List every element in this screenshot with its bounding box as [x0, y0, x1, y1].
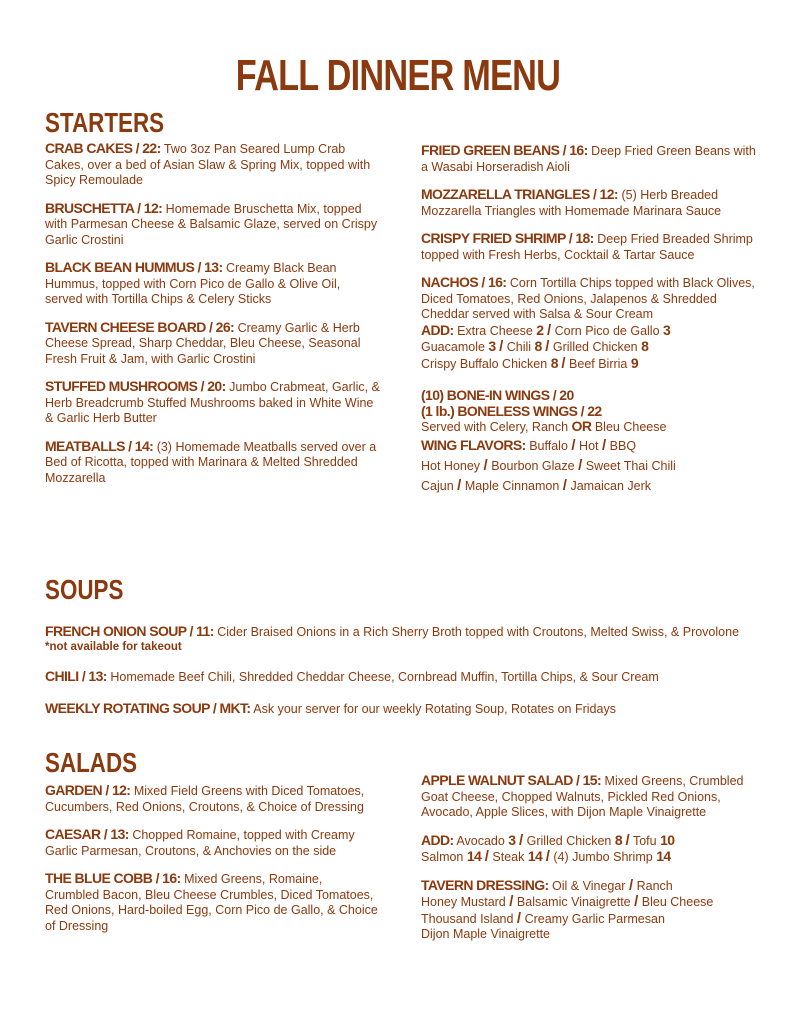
wings-served — [421, 419, 756, 436]
item-name: CRAB CAKES / 22: — [45, 140, 161, 156]
flavor: Cajun — [421, 478, 454, 493]
item-desc: Creamy Black Bean Hummus, topped with Corn Pico de Gallo & Olive Oil, served with Tortilla Chips & Celery Sticks — [45, 261, 341, 306]
item-name: BLACK BEAN HUMMUS / 13: — [45, 259, 223, 275]
item-name: CAESAR / 13: — [45, 826, 129, 842]
wing-flavors-line-1 — [421, 436, 756, 456]
item-desc: Corn Tortilla Chips topped with Black Olives, Diced Tomatoes, Red Onions, Jalapenos & Shredded Cheddar served with Salsa & Sour Cream — [421, 276, 755, 321]
add-label: ADD: — [421, 831, 454, 848]
separator: / — [546, 321, 552, 339]
addon: Avocado — [456, 833, 505, 848]
flavor: Buffalo — [529, 438, 568, 453]
wings-bone-in: (10) BONE-IN WINGS / 20 — [421, 387, 574, 403]
addon-price: 9 — [630, 354, 639, 371]
addon: (4) Jumbo Shrimp — [553, 850, 653, 864]
dressing-line-4 — [421, 927, 756, 943]
item-desc: (3) Homemade Meatballs served over a Bed of Ricotta, topped with Marinara & Melted Shredded Mozzarella — [45, 439, 377, 485]
item-name: FRIED GREEN BEANS / 16: — [421, 142, 588, 158]
addon-price: 14 — [466, 848, 482, 864]
menu-item — [45, 141, 380, 189]
wings-served-text: Bleu Cheese — [594, 420, 667, 434]
separator: / — [561, 354, 566, 372]
addon: Chili — [506, 340, 532, 354]
dressing: Honey Mustard — [421, 895, 506, 909]
item-desc: Mixed Greens, Crumbled Goat Cheese, Chopped Walnuts, Pickled Red Onions, Avocado, Apple Slices, with Dijon Maple Vinaigrette — [421, 774, 744, 819]
salad-add-line-2 — [421, 849, 756, 866]
item-name: CHILI / 13: — [45, 668, 107, 684]
menu-item-wings — [421, 388, 756, 496]
addon-price: 2 — [536, 321, 544, 338]
flavor: Hot Honey — [421, 458, 481, 473]
addon: Grilled Chicken — [552, 340, 638, 354]
starters-left-column — [45, 141, 380, 498]
wing-flavors-line-3 — [421, 476, 756, 496]
soups-heading: SOUPS — [45, 574, 124, 605]
separator: / — [571, 436, 576, 454]
item-desc: Deep Fried Green Beans with a Wasabi Horseradish Aioli — [421, 144, 756, 174]
dressing: Oil & Vinegar — [552, 878, 626, 893]
addon: Grilled Chicken — [526, 833, 612, 848]
separator: / — [545, 338, 550, 355]
soup-item — [45, 701, 765, 717]
item-desc: Mixed Field Greens with Diced Tomatoes, Cucumbers, Red Onions, Croutons, & Choice of Dressing — [45, 784, 365, 814]
item-name: MOZZARELLA TRIANGLES / 12: — [421, 186, 618, 202]
flavor: Jamaican Jerk — [570, 478, 652, 493]
item-name: BRUSCHETTA / 12: — [45, 199, 163, 216]
separator: / — [483, 456, 488, 474]
nachos-add-line-2 — [421, 339, 756, 356]
starters-heading: STARTERS — [45, 107, 165, 138]
item-desc: Homemade Bruschetta Mix, topped with Parmesan Cheese & Balsamic Glaze, served on Crispy Garlic Crostini — [45, 201, 378, 247]
dressing: Bleu Cheese — [641, 895, 714, 909]
soup-item — [45, 669, 765, 685]
wings-boneless: (1 lb.) BONELESS WINGS / 22 — [421, 402, 602, 419]
addon-price: 8 — [534, 338, 542, 354]
separator: / — [484, 848, 489, 865]
salads-left-column — [45, 783, 380, 946]
dressing-line-3 — [421, 911, 756, 928]
nachos-add-line-1 — [421, 323, 756, 340]
separator: / — [545, 848, 550, 865]
item-name: MEATBALLS / 14: — [45, 437, 154, 454]
menu-item — [45, 827, 380, 859]
item-name: WEEKLY ROTATING SOUP / MKT: — [45, 700, 251, 716]
item-name: APPLE WALNUT SALAD / 15: — [421, 772, 602, 788]
separator: / — [628, 876, 634, 894]
starters-right-column — [421, 143, 756, 508]
addon-price: 3 — [508, 831, 516, 848]
addon-price: 8 — [614, 831, 623, 848]
menu-item-nachos — [421, 275, 756, 372]
addon-price: 8 — [641, 338, 649, 354]
addon: Steak — [492, 850, 525, 864]
wings-served-text: Served with Celery, Ranch — [421, 420, 569, 434]
dressing-line-2 — [421, 894, 756, 911]
dressing-label: TAVERN DRESSING: — [421, 876, 549, 893]
menu-item — [45, 320, 380, 368]
dressing: Dijon Maple Vinaigrette — [421, 927, 551, 941]
item-desc: Homemade Beef Chili, Shredded Cheddar Cheese, Cornbread Muffin, Tortilla Chips, & Sour Cream — [110, 670, 659, 684]
item-name: CRISPY FRIED SHRIMP / 18: — [421, 230, 594, 246]
addon-price: 3 — [663, 321, 671, 338]
addon: Salmon — [421, 850, 464, 864]
menu-item — [421, 143, 756, 175]
addon: Beef Birria — [569, 356, 628, 371]
item-name: NACHOS / 16: — [421, 274, 507, 290]
tavern-dressing-block — [421, 878, 756, 943]
flavor: Sweet Thai Chili — [585, 458, 676, 473]
item-name: GARDEN / 12: — [45, 782, 131, 798]
separator: / — [634, 893, 639, 910]
item-name: THE BLUE COBB / 16: — [45, 870, 181, 886]
salads-right-column — [421, 773, 756, 955]
addon-price: 14 — [527, 848, 543, 864]
addon: Tofu — [632, 833, 657, 848]
salad-add-block — [421, 833, 756, 866]
separator: / — [518, 831, 524, 849]
menu-item — [45, 871, 380, 934]
separator: / — [625, 831, 630, 849]
dressing: Ranch — [636, 878, 673, 893]
wing-flavors-label: WING FLAVORS: — [421, 436, 526, 453]
menu-item — [421, 773, 756, 821]
menu-item — [421, 187, 756, 219]
item-desc: Mixed Greens, Romaine, Crumbled Bacon, Bleu Cheese Crumbles, Diced Tomatoes, Red Onions, Hard-boiled Egg, Corn Pico de Gallo, & Choice of Dressing — [45, 872, 378, 933]
item-desc: Creamy Garlic & Herb Cheese Spread, Sharp Cheddar, Bleu Cheese, Seasonal Fresh Fruit & Jam, with Garlic Crostini — [45, 320, 361, 366]
item-desc: Two 3oz Pan Seared Lump Crab Cakes, over a bed of Asian Slaw & Spring Mix, topped with Spicy Remoulade — [45, 142, 371, 187]
wing-flavors-line-2 — [421, 456, 756, 476]
addon-price: 10 — [660, 831, 675, 848]
item-name: STUFFED MUSHROOMS / 20: — [45, 378, 226, 394]
addon: Guacamole — [421, 340, 485, 354]
nachos-add-line-3 — [421, 356, 756, 373]
item-desc: Ask your server for our weekly Rotating Soup, Rotates on Fridays — [253, 702, 616, 716]
item-name: FRENCH ONION SOUP / 11: — [45, 623, 214, 639]
addon-price: 14 — [656, 848, 671, 864]
separator: / — [578, 456, 583, 474]
separator: / — [516, 909, 522, 927]
dressing: Balsamic Vinaigrette — [516, 895, 631, 909]
salads-heading: SALADS — [45, 747, 138, 778]
separator: / — [499, 338, 504, 355]
menu-item — [421, 231, 756, 263]
menu-item — [45, 379, 380, 427]
separator: / — [457, 476, 462, 494]
add-label: ADD: — [421, 321, 454, 338]
item-desc: Jumbo Crabmeat, Garlic, & Herb Breadcrumb Stuffed Mushrooms baked in White Wine & Garlic Herb Butter — [45, 380, 380, 425]
item-desc: Cider Braised Onions in a Rich Sherry Broth topped with Croutons, Melted Swiss, & Provolone — [217, 625, 740, 639]
addon: Corn Pico de Gallo — [554, 323, 660, 338]
separator: / — [509, 893, 514, 910]
page-title: FALL DINNER MENU — [235, 51, 561, 100]
addon-price: 8 — [550, 354, 558, 371]
item-name: TAVERN CHEESE BOARD / 26: — [45, 318, 235, 335]
item-desc: (5) Herb Breaded Mozzarella Triangles with Homemade Marinara Sauce — [421, 188, 722, 218]
addon: Extra Cheese — [457, 323, 533, 338]
soup-item — [45, 624, 765, 655]
flavor: BBQ — [609, 438, 637, 453]
wings-or: OR — [571, 418, 592, 434]
flavor: Bourbon Glaze — [491, 458, 575, 473]
menu-item — [45, 783, 380, 815]
separator: / — [562, 476, 567, 494]
separator: / — [601, 436, 607, 454]
item-desc: Deep Fried Breaded Shrimp topped with Fresh Herbs, Cocktail & Tartar Sauce — [421, 232, 753, 262]
dressing: Thousand Island — [421, 911, 514, 926]
item-desc: Chopped Romaine, topped with Creamy Garlic Parmesan, Croutons, & Anchovies on the side — [45, 828, 355, 858]
dressing: Creamy Garlic Parmesan — [524, 911, 665, 926]
menu-item — [45, 260, 380, 308]
flavor: Maple Cinnamon — [464, 478, 560, 493]
menu-item — [45, 439, 380, 487]
salad-add-line-1 — [421, 833, 756, 850]
dressing-line-1 — [421, 878, 756, 895]
addon: Crispy Buffalo Chicken — [421, 356, 548, 371]
flavor: Hot — [579, 438, 599, 453]
menu-item — [45, 201, 380, 249]
takeout-note: *not available for takeout — [45, 641, 182, 653]
addon-price: 3 — [488, 338, 496, 354]
